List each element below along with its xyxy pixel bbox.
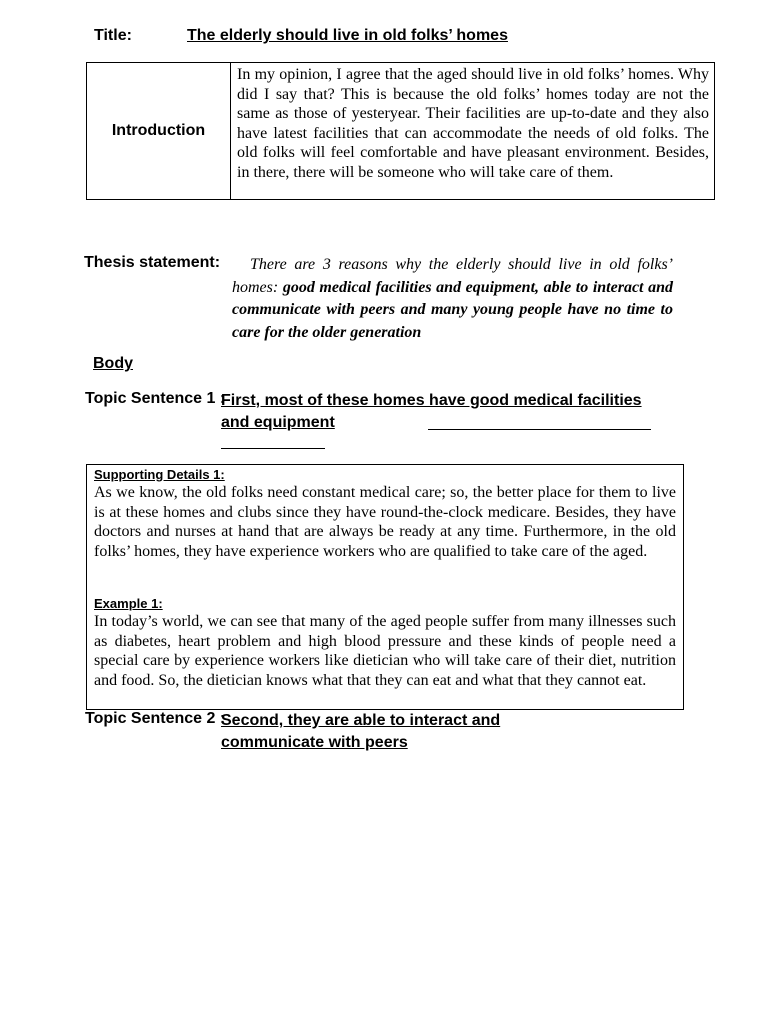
underline-fill <box>428 429 651 430</box>
body-heading: Body <box>93 355 133 372</box>
thesis-statement <box>232 254 673 344</box>
example-text: In today’s world, we can see that many of the aged people suffer from many illnesses such as diabetes, heart problem and high blood pressure and these kinds of people need a special care by experience workers like dietician who will take care of their diet, nutrition and food. So, the dietician knows what that they can eat and what that they cannot eat. <box>94 613 676 689</box>
thesis-points: good medical facilities and equipment, able to interact and communicate with peers and many young people have no time to care for the older generation <box>232 278 674 341</box>
supporting-details-label: Supporting Details 1: <box>94 467 225 482</box>
example-label: Example 1: <box>94 596 163 611</box>
table-divider <box>230 63 231 199</box>
introduction-label: Introduction <box>111 122 206 139</box>
thesis-label: Thesis statement: <box>84 254 221 271</box>
topic-sentence-1-text: First, most of these homes have good medical facilities and equipment <box>221 392 642 431</box>
topic-sentence-2-text: Second, they are able to interact and communicate with peers <box>221 712 501 751</box>
essay-title: The elderly should live in old folks’ homes <box>187 27 508 44</box>
introduction-table <box>86 62 715 200</box>
title-label: Title: <box>94 27 132 44</box>
introduction-text: In my opinion, I agree that the aged should live in old folks’ homes. Why did I say that? This is because the old folks’ homes today are not the same as those of yesteryear. Their facilities are up-to-date and they also have latest facilities that can accommodate the needs of old folks. The old folks will feel comfortable and have pleasant environment. Besides, in there, there will be someone who will take care of them. <box>237 66 709 181</box>
topic-sentence-1-label: Topic Sentence 1 : <box>85 390 226 407</box>
blank-underline <box>221 448 325 449</box>
supporting-details-text: As we know, the old folks need constant medical care; so, the better place for them to live is at these homes and clubs since they have round-the-clock medicare. Besides, they have doctors and nurses at hand that are always be ready at any time. Furthermore, in the old folks’ homes, they have experience workers who are qualified to take care of the aged. <box>94 484 676 560</box>
thesis-lead: There are 3 reasons why the elderly should live in old folks’ homes: <box>232 256 673 296</box>
supporting-details-box <box>86 464 684 710</box>
topic-sentence-2-label: Topic Sentence 2 : <box>85 710 226 727</box>
